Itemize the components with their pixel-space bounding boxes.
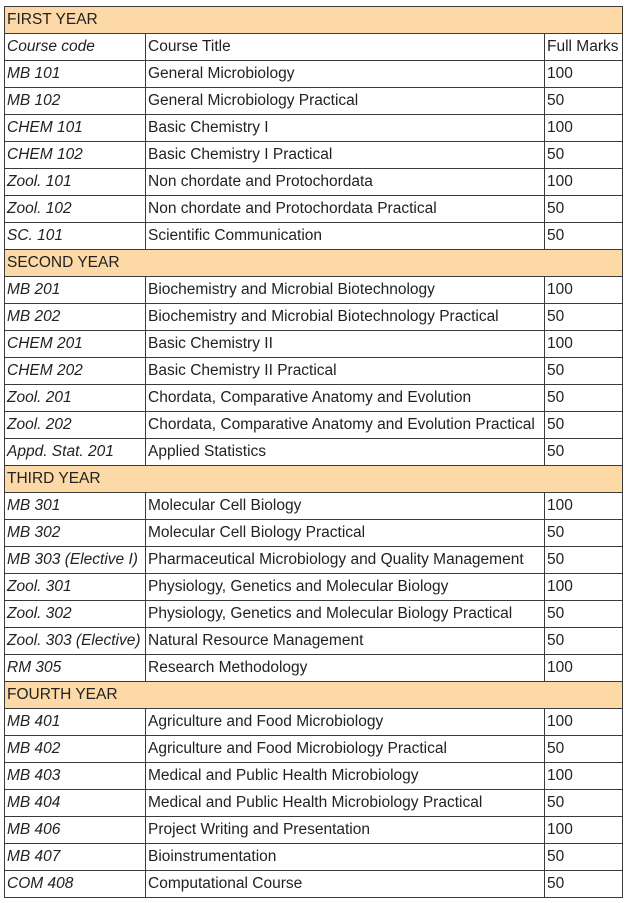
course-code: MB 407 — [5, 844, 146, 871]
table-row — [5, 88, 623, 115]
course-title: Biochemistry and Microbial Biotechnology Practical — [146, 304, 545, 331]
section-header-row — [5, 466, 623, 493]
full-marks: 50 — [545, 547, 623, 574]
course-title: Molecular Cell Biology Practical — [146, 520, 545, 547]
full-marks: 50 — [545, 520, 623, 547]
table-row — [5, 871, 623, 898]
table-row — [5, 304, 623, 331]
table-row — [5, 115, 623, 142]
full-marks: 50 — [545, 385, 623, 412]
table-row — [5, 223, 623, 250]
course-code: Zool. 302 — [5, 601, 146, 628]
full-marks: 100 — [545, 61, 623, 88]
full-marks: 100 — [545, 817, 623, 844]
section-header-row — [5, 682, 623, 709]
table-row — [5, 493, 623, 520]
course-code: MB 101 — [5, 61, 146, 88]
section-label: SECOND YEAR — [5, 250, 623, 277]
course-code: COM 408 — [5, 871, 146, 898]
course-code: Zool. 102 — [5, 196, 146, 223]
course-title: Research Methodology — [146, 655, 545, 682]
course-code: MB 201 — [5, 277, 146, 304]
column-header-title: Course Title — [146, 34, 545, 61]
course-title: Natural Resource Management — [146, 628, 545, 655]
full-marks: 100 — [545, 277, 623, 304]
table-row — [5, 169, 623, 196]
course-table — [4, 6, 623, 898]
full-marks: 50 — [545, 223, 623, 250]
full-marks: 100 — [545, 493, 623, 520]
table-row — [5, 844, 623, 871]
course-title: Basic Chemistry I Practical — [146, 142, 545, 169]
table-row — [5, 439, 623, 466]
course-table-body — [5, 7, 623, 898]
column-header-marks: Full Marks — [545, 34, 623, 61]
course-title: General Microbiology — [146, 61, 545, 88]
full-marks: 50 — [545, 790, 623, 817]
table-row — [5, 655, 623, 682]
full-marks: 50 — [545, 142, 623, 169]
table-row — [5, 628, 623, 655]
course-code: MB 301 — [5, 493, 146, 520]
course-code: MB 202 — [5, 304, 146, 331]
course-code: CHEM 202 — [5, 358, 146, 385]
course-code: Zool. 301 — [5, 574, 146, 601]
course-code: CHEM 201 — [5, 331, 146, 358]
full-marks: 50 — [545, 736, 623, 763]
course-title: Bioinstrumentation — [146, 844, 545, 871]
column-header-row — [5, 34, 623, 61]
course-title: Scientific Communication — [146, 223, 545, 250]
full-marks: 50 — [545, 628, 623, 655]
course-title: Biochemistry and Microbial Biotechnology — [146, 277, 545, 304]
course-title: Physiology, Genetics and Molecular Biology Practical — [146, 601, 545, 628]
table-row — [5, 574, 623, 601]
section-label: FOURTH YEAR — [5, 682, 623, 709]
course-title: Basic Chemistry I — [146, 115, 545, 142]
course-title: Applied Statistics — [146, 439, 545, 466]
course-code: Appd. Stat. 201 — [5, 439, 146, 466]
full-marks: 50 — [545, 844, 623, 871]
table-row — [5, 385, 623, 412]
section-label: FIRST YEAR — [5, 7, 623, 34]
table-row — [5, 736, 623, 763]
course-title: General Microbiology Practical — [146, 88, 545, 115]
course-code: RM 305 — [5, 655, 146, 682]
table-row — [5, 412, 623, 439]
table-row — [5, 358, 623, 385]
column-header-code: Course code — [5, 34, 146, 61]
table-row — [5, 331, 623, 358]
course-title: Computational Course — [146, 871, 545, 898]
course-title: Project Writing and Presentation — [146, 817, 545, 844]
full-marks: 50 — [545, 439, 623, 466]
course-code: Zool. 101 — [5, 169, 146, 196]
course-code: MB 403 — [5, 763, 146, 790]
table-row — [5, 520, 623, 547]
course-title: Basic Chemistry II — [146, 331, 545, 358]
course-title: Chordata, Comparative Anatomy and Evolution — [146, 385, 545, 412]
full-marks: 100 — [545, 709, 623, 736]
table-row — [5, 709, 623, 736]
course-code: CHEM 102 — [5, 142, 146, 169]
full-marks: 50 — [545, 871, 623, 898]
course-title: Chordata, Comparative Anatomy and Evolution Practical — [146, 412, 545, 439]
full-marks: 50 — [545, 304, 623, 331]
course-title: Non chordate and Protochordata Practical — [146, 196, 545, 223]
full-marks: 100 — [545, 169, 623, 196]
full-marks: 100 — [545, 763, 623, 790]
full-marks: 50 — [545, 88, 623, 115]
course-code: MB 102 — [5, 88, 146, 115]
course-code: MB 303 (Elective I) — [5, 547, 146, 574]
course-title: Molecular Cell Biology — [146, 493, 545, 520]
course-code: MB 406 — [5, 817, 146, 844]
full-marks: 100 — [545, 574, 623, 601]
table-row — [5, 196, 623, 223]
course-title: Physiology, Genetics and Molecular Biology — [146, 574, 545, 601]
section-header-row — [5, 7, 623, 34]
table-row — [5, 763, 623, 790]
course-code: Zool. 202 — [5, 412, 146, 439]
course-title: Agriculture and Food Microbiology Practical — [146, 736, 545, 763]
course-title: Medical and Public Health Microbiology — [146, 763, 545, 790]
full-marks: 100 — [545, 655, 623, 682]
course-title: Medical and Public Health Microbiology Practical — [146, 790, 545, 817]
table-row — [5, 142, 623, 169]
course-code: Zool. 201 — [5, 385, 146, 412]
course-title: Pharmaceutical Microbiology and Quality Management — [146, 547, 545, 574]
full-marks: 50 — [545, 412, 623, 439]
course-title: Basic Chemistry II Practical — [146, 358, 545, 385]
table-row — [5, 547, 623, 574]
full-marks: 50 — [545, 358, 623, 385]
course-code: MB 402 — [5, 736, 146, 763]
table-row — [5, 601, 623, 628]
full-marks: 100 — [545, 331, 623, 358]
course-title: Agriculture and Food Microbiology — [146, 709, 545, 736]
section-header-row — [5, 250, 623, 277]
full-marks: 50 — [545, 601, 623, 628]
full-marks: 100 — [545, 115, 623, 142]
course-code: MB 401 — [5, 709, 146, 736]
table-row — [5, 790, 623, 817]
course-code: SC. 101 — [5, 223, 146, 250]
course-code: MB 404 — [5, 790, 146, 817]
table-row — [5, 817, 623, 844]
table-row — [5, 277, 623, 304]
section-label: THIRD YEAR — [5, 466, 623, 493]
table-row — [5, 61, 623, 88]
full-marks: 50 — [545, 196, 623, 223]
course-code: CHEM 101 — [5, 115, 146, 142]
course-title: Non chordate and Protochordata — [146, 169, 545, 196]
course-code: MB 302 — [5, 520, 146, 547]
course-code: Zool. 303 (Elective) — [5, 628, 146, 655]
